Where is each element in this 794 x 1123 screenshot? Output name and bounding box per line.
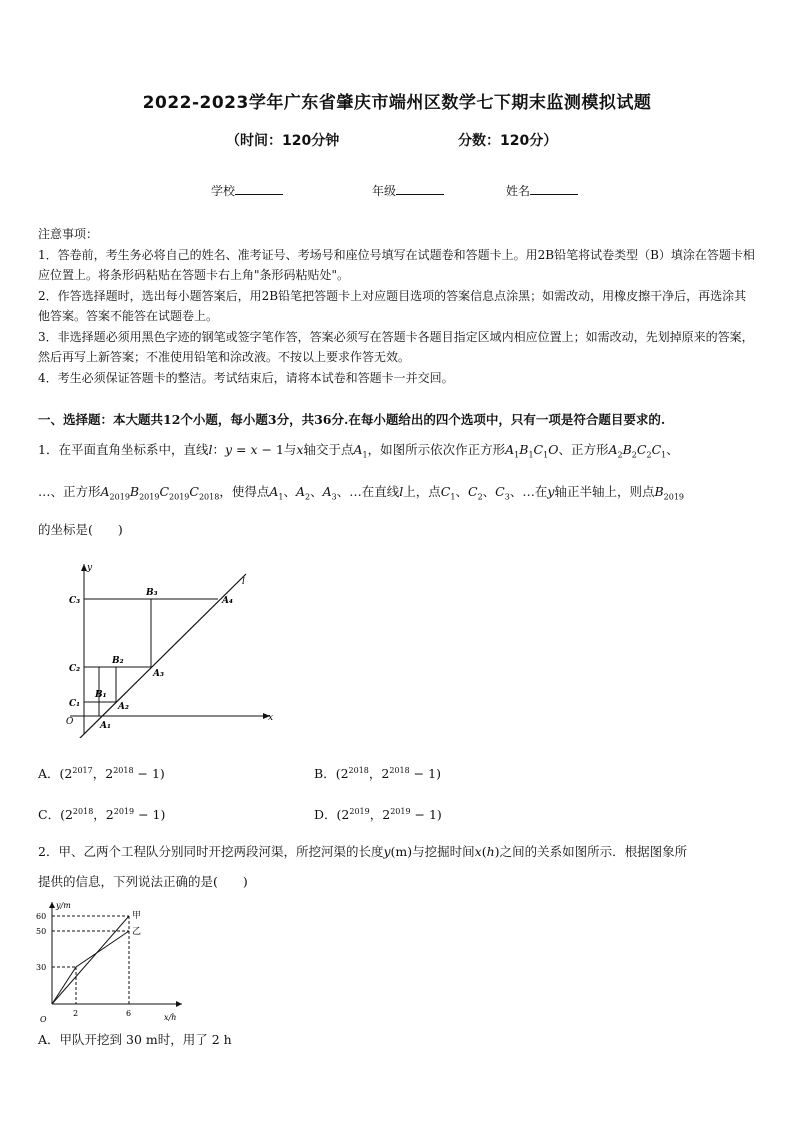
tick-50: 50: [36, 927, 47, 936]
label-jia: 甲: [132, 911, 142, 921]
q2-option-a[interactable]: A．甲队开挖到 30 m时，用了 2 h: [38, 1032, 232, 1047]
note-item: 4．考生必须保证答题卡的整洁。考试结束后，请将本试卷和答题卡一并交回。: [38, 370, 454, 385]
label-x: x/h: [164, 1013, 177, 1022]
q1-option-b[interactable]: B．($2^{2018}$，$2^{2018} - 1$): [314, 765, 441, 781]
note-item: 2．作答选择题时，选出每小题答案后，用2B铅笔把答题卡上对应题目选项的答案信息点涂黑；如需改动，用橡皮擦干净后，再选涂其他答案。答案不能答在试题卷上。: [38, 288, 747, 323]
q1-option-d[interactable]: D．($2^{2019}$，$2^{2019} - 1$): [314, 806, 442, 822]
note-item: 1．答卷前，考生务必将自己的姓名、准考证号、考场号和座位号填写在试题卷和答题卡上。用2B铅笔将试卷类型（B）填涂在答题卡相应位置上。将条形码粘贴在答题卡右上角"条形码粘贴处"。: [38, 247, 755, 282]
grade-blank[interactable]: [396, 183, 444, 195]
tick-30: 30: [36, 963, 47, 972]
label-C2: C₂: [69, 664, 81, 674]
time-limit: （时间：120分钟: [226, 133, 340, 149]
label-C3: C₃: [69, 596, 81, 606]
line-jia: [52, 916, 129, 1004]
name-field: [506, 182, 578, 199]
label-B3: B₃: [146, 588, 158, 598]
q2-graph: [30, 896, 190, 1024]
q1-option-a[interactable]: A．($2^{2017}$，$2^{2018} - 1$): [38, 765, 165, 781]
q1-line3: 的坐标是( ): [38, 522, 123, 537]
school-field: [211, 182, 283, 199]
q1-option-c[interactable]: C．($2^{2018}$，$2^{2019} - 1$): [38, 806, 166, 822]
school-label: 学校: [211, 184, 236, 198]
note-item: 3．非选择题必须用黑色字迹的钢笔或签字笔作答，答案必须写在答题卡各题目指定区域内相应位置上；如需改动，先划掉原来的答案，然后再写上新答案；不准使用铅笔和涂改液。不按以上要求作答无效。: [38, 329, 754, 364]
label-C1: C₁: [69, 699, 81, 709]
label-O: O: [40, 1015, 47, 1024]
grade-field: [372, 182, 444, 199]
label-A3: A₃: [153, 669, 164, 679]
section-heading: 一、选择题：本大题共12个小题，每小题3分，共36分.在每小题给出的四个选项中，只有一项是符合题目要求的.: [38, 412, 666, 427]
grade-label: 年级: [372, 184, 397, 198]
label-O: O: [66, 717, 74, 727]
tick-60: 60: [36, 912, 47, 921]
page-title: 2022-2023学年广东省肇庆市端州区数学七下期末监测模拟试题: [142, 93, 652, 113]
q1-line2: …、正方形$A_{2019}B_{2019}C_{2019}C_{2018}$，使得点$A_1$、$A_2$、$A_3$、…在直线l上，点$C_1$、$C_2$、$C_3$、…在y轴正半轴上，则点$B_{2019}$: [38, 484, 684, 502]
label-x: x: [268, 713, 274, 723]
q1-graph: [50, 558, 290, 738]
label-A2: A₂: [118, 702, 129, 712]
school-blank[interactable]: [235, 183, 283, 195]
label-y: y/m: [56, 901, 71, 910]
q2-line2: 提供的信息，下列说法正确的是( ): [38, 874, 248, 889]
tick-2: 2: [73, 1009, 79, 1018]
y-axis-arrow: [49, 902, 55, 908]
x-axis-arrow: [176, 1001, 182, 1007]
label-A4: A₄: [222, 596, 233, 606]
square-1: [84, 702, 99, 716]
label-l: l: [242, 577, 245, 587]
total-score: 分数：120分）: [458, 133, 558, 149]
name-blank[interactable]: [530, 183, 578, 195]
label-B2: B₂: [112, 656, 124, 666]
tick-6: 6: [126, 1009, 132, 1018]
label-y: y: [87, 563, 93, 573]
name-label: 姓名: [506, 184, 531, 198]
label-yi: 乙: [132, 927, 142, 937]
notes-block: [38, 224, 758, 388]
q1-line1: 1．在平面直角坐标系中，直线l：y = x − 1与x轴交于点$A_1$，如图所示依次作正方形$A_1B_1C_1O$、正方形$A_2B_2C_2C_1$、: [38, 442, 679, 460]
notes-heading: 注意事项：: [38, 227, 99, 241]
q2-line1: 2．甲、乙两个工程队分别同时开挖两段河渠，所挖河渠的长度y(m)与挖掘时间x(h)之间的关系如图所示．根据图象所: [38, 844, 688, 859]
label-A1: A₁: [100, 721, 111, 731]
label-B1: B₁: [95, 690, 107, 700]
